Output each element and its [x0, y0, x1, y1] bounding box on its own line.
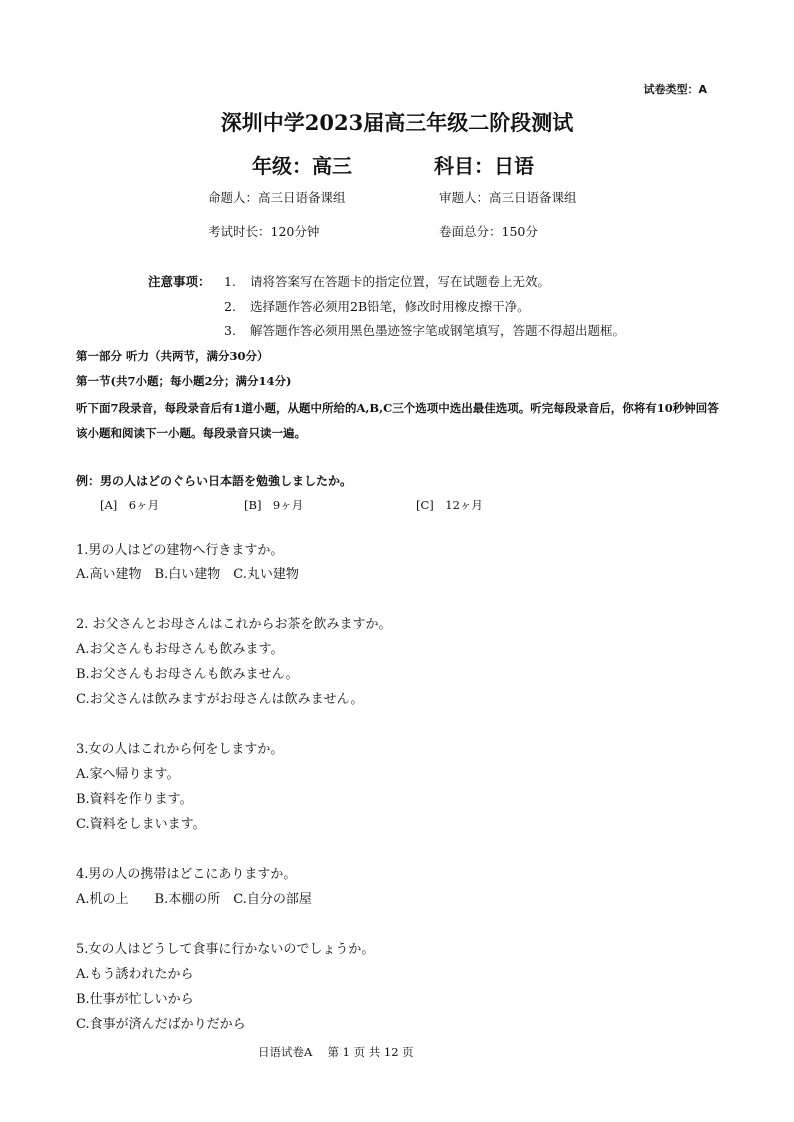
question-5-option-c: C.食事が済んだばかりだから [76, 1017, 246, 1032]
question-4: 4.男の人の携帯はどこにありますか。 [76, 867, 297, 882]
question-4-options: A.机の上 B.本棚の所 C.自分の部屋 [76, 892, 312, 907]
note-item [224, 297, 530, 315]
question-1: 1.男の人はどの建物へ行きますか。 [76, 543, 284, 558]
note-number: 1. [224, 274, 236, 289]
question-5: 5.女の人はどうして食事に行かないのでしょうか。 [76, 942, 375, 957]
question-2-option-a: A.お父さんもお母さんも飲みます。 [76, 642, 284, 657]
question-3-option-a: A.家へ帰ります。 [76, 767, 180, 782]
question-3-option-b: B.資料を作ります。 [76, 792, 193, 807]
page-footer: 日语试卷A 第 1 页 共 12 页 [258, 1045, 414, 1059]
note-number: 2. [224, 299, 236, 314]
note-text: 请将答案写在答题卡的指定位置，写在试题卷上无效。 [250, 274, 551, 289]
question-5-option-b: B.仕事が忙しいから [76, 992, 194, 1007]
grade-label: 年级：高三 [252, 154, 352, 178]
note-number: 3. [224, 323, 236, 338]
question-2-option-b: B.お父さんもお母さんも飲みません。 [76, 667, 299, 682]
example-question: 例：男の人はどのぐらい日本語を勉強しましたか。 [76, 474, 353, 488]
duration-label: 考试时长：120分钟 [208, 224, 320, 239]
setter-label: 命题人：高三日语备课组 [208, 190, 346, 205]
part-heading: 第一部分 听力（共两节，满分30分） [76, 349, 269, 363]
note-text: 选择题作答必须用2B铅笔，修改时用橡皮擦干净。 [250, 299, 530, 314]
reviewer-label: 审题人：高三日语备课组 [439, 190, 577, 205]
note-item [224, 272, 550, 290]
note-text: 解答题作答必须用黑色墨迹签字笔或钢笔填写，答题不得超出题框。 [250, 323, 626, 338]
question-3-option-c: C.資料をしまいます。 [76, 817, 206, 832]
question-3: 3.女の人はこれから何をしますか。 [76, 742, 284, 757]
section-instructions: 听下面7段录音，每段录音后有1道小题，从题中所给的A,B,C三个选项中选出最佳选项。听完每段录音后，你将有10秒钟回答该小题和阅读下一小题。每段录音只读一遍。 [76, 401, 719, 440]
section-heading: 第一节(共7小题；每小题2分；满分14分) [76, 374, 292, 388]
example-option-c: [C] 12ヶ月 [416, 498, 483, 512]
question-1-options: A.高い建物 B.白い建物 C.丸い建物 [76, 567, 299, 582]
notes-label: 注意事项： [148, 274, 211, 289]
example-option-a: [A] 6ヶ月 [100, 498, 160, 512]
question-5-option-a: A.もう誘われたから [76, 967, 194, 982]
question-2-option-c: C.お父さんは飲みますがお母さんは飲みません。 [76, 692, 364, 707]
example-option-b: [B] 9ヶ月 [244, 498, 304, 512]
question-2: 2. お父さんとお母さんはこれからお茶を飲みますか。 [76, 617, 392, 632]
subject-label: 科目：日语 [434, 154, 534, 178]
exam-title: 深圳中学2023届高三年级二阶段测试 [220, 110, 574, 135]
note-item [224, 321, 625, 339]
total-score-label: 卷面总分：150分 [439, 224, 538, 239]
paper-type-label: 试卷类型：A [643, 83, 707, 96]
